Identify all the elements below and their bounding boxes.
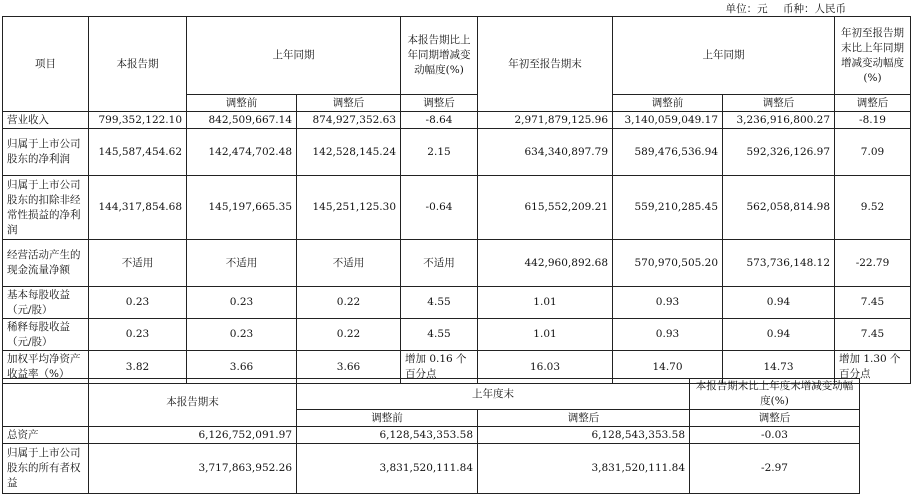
cell-after-adj-2: 562,058,814.98 — [723, 176, 835, 240]
table-row — [3, 129, 911, 176]
table-row — [3, 112, 911, 129]
cell-after-adj: 6,128,543,353.58 — [478, 427, 690, 444]
cell-after-adj: 3,831,520,111.84 — [478, 444, 690, 494]
header-current-period: 本报告期 — [89, 17, 187, 112]
row-label: 归属于上市公司股东的扣除非经常性损益的净利润 — [3, 176, 89, 240]
table-row — [3, 176, 911, 240]
cell-ytd: 1.01 — [478, 319, 613, 351]
cell-before-adj-2: 14.70 — [613, 351, 723, 384]
header-after-adjustment-2: 调整后 — [690, 410, 860, 427]
cell-before-adj-2: 559,210,285.45 — [613, 176, 723, 240]
cell-after-adj: 145,251,125.30 — [297, 176, 401, 240]
cell-period-end: 3,717,863,952.26 — [89, 444, 297, 494]
cell-yoy-change: 2.15 — [401, 129, 478, 176]
table-row — [3, 444, 860, 494]
header-prior-year-end: 上年度末 — [297, 379, 690, 410]
header-prior-year: 上年同期 — [187, 17, 401, 95]
cell-before-adj: 842,509,667.14 — [187, 112, 297, 129]
cell-current: 144,317,854.68 — [89, 176, 187, 240]
cell-current: 不适用 — [89, 240, 187, 287]
cell-ytd: 615,552,209.21 — [478, 176, 613, 240]
cell-yoy-change: 4.55 — [401, 287, 478, 319]
header-yoy-change: 本报告期比上年同期增减变动幅度(%) — [401, 17, 478, 95]
cell-before-adj: 3,831,520,111.84 — [297, 444, 478, 494]
cell-before-adj: 不适用 — [187, 240, 297, 287]
balance-sheet-table — [2, 378, 860, 494]
cell-yoy-change: 增加 0.16 个百分点 — [401, 351, 478, 384]
unit-label: 单位：元 — [725, 3, 768, 15]
key-financial-data-table — [2, 16, 911, 384]
cell-change: -0.03 — [690, 427, 860, 444]
cell-before-adj: 0.23 — [187, 319, 297, 351]
cell-yoy-change: -8.64 — [401, 112, 478, 129]
cell-period-end: 6,126,752,091.97 — [89, 427, 297, 444]
cell-before-adj-2: 3,140,059,049.17 — [613, 112, 723, 129]
header-item: 项目 — [3, 17, 89, 112]
cell-before-adj-2: 589,476,536.94 — [613, 129, 723, 176]
header-ytd: 年初至报告期末 — [478, 17, 613, 112]
cell-after-adj-2: 0.94 — [723, 319, 835, 351]
cell-ytd-change: 7.09 — [835, 129, 911, 176]
table-row — [3, 240, 911, 287]
cell-current: 0.23 — [89, 319, 187, 351]
header-before-adjustment: 调整前 — [297, 410, 478, 427]
currency-label: 币种：人民币 — [783, 3, 846, 15]
cell-yoy-change: -0.64 — [401, 176, 478, 240]
header-after-adjustment-2: 调整后 — [401, 95, 478, 112]
cell-after-adj: 0.22 — [297, 319, 401, 351]
cell-after-adj-2: 0.94 — [723, 287, 835, 319]
cell-yoy-change: 不适用 — [401, 240, 478, 287]
cell-after-adj-2: 3,236,916,800.27 — [723, 112, 835, 129]
cell-current: 799,352,122.10 — [89, 112, 187, 129]
cell-ytd: 2,971,879,125.96 — [478, 112, 613, 129]
cell-after-adj-2: 592,326,126.97 — [723, 129, 835, 176]
cell-after-adj: 不适用 — [297, 240, 401, 287]
cell-current: 145,587,454.62 — [89, 129, 187, 176]
cell-before-adj: 145,197,665.35 — [187, 176, 297, 240]
cell-ytd-change: -22.79 — [835, 240, 911, 287]
cell-before-adj: 142,474,702.48 — [187, 129, 297, 176]
header-period-end: 本报告期末 — [89, 379, 297, 427]
header-row-1 — [3, 379, 860, 410]
header-after-adjustment-3: 调整后 — [723, 95, 835, 112]
unit-line — [714, 2, 846, 16]
cell-after-adj: 3.66 — [297, 351, 401, 384]
cell-ytd: 442,960,892.68 — [478, 240, 613, 287]
header-before-adjustment: 调整前 — [187, 95, 297, 112]
row-label: 加权平均净资产收益率（%） — [3, 351, 89, 384]
header-after-adjustment: 调整后 — [297, 95, 401, 112]
cell-ytd-change: 7.45 — [835, 319, 911, 351]
row-label: 总资产 — [3, 427, 89, 444]
cell-ytd-change: 7.45 — [835, 287, 911, 319]
row-label: 基本每股收益（元/股） — [3, 287, 89, 319]
cell-after-adj-2: 14.73 — [723, 351, 835, 384]
header-row-1 — [3, 17, 911, 95]
cell-before-adj-2: 0.93 — [613, 319, 723, 351]
row-label: 归属于上市公司股东的净利润 — [3, 129, 89, 176]
cell-ytd: 634,340,897.79 — [478, 129, 613, 176]
header-after-adjustment: 调整后 — [478, 410, 690, 427]
cell-ytd-change: -8.19 — [835, 112, 911, 129]
cell-ytd: 16.03 — [478, 351, 613, 384]
row-label: 归属于上市公司股东的所有者权益 — [3, 444, 89, 494]
table-row — [3, 287, 911, 319]
cell-yoy-change: 4.55 — [401, 319, 478, 351]
cell-after-adj: 142,528,145.24 — [297, 129, 401, 176]
cell-before-adj-2: 570,970,505.20 — [613, 240, 723, 287]
header-ytd-change: 年初至报告期末比上年同期增减变动幅度(%) — [835, 17, 911, 95]
cell-before-adj: 6,128,543,353.58 — [297, 427, 478, 444]
header-before-adjustment-2: 调整前 — [613, 95, 723, 112]
cell-after-adj-2: 573,736,148.12 — [723, 240, 835, 287]
cell-ytd-change: 增加 1.30 个百分点 — [835, 351, 911, 384]
cell-after-adj: 0.22 — [297, 287, 401, 319]
cell-ytd: 1.01 — [478, 287, 613, 319]
cell-change: -2.97 — [690, 444, 860, 494]
header-change: 本报告期末比上年度末增减变动幅度(%) — [690, 379, 860, 410]
header-prior-year-2: 上年同期 — [613, 17, 835, 95]
cell-current: 0.23 — [89, 287, 187, 319]
cell-current: 3.82 — [89, 351, 187, 384]
row-label: 经营活动产生的现金流量净额 — [3, 240, 89, 287]
cell-before-adj: 0.23 — [187, 287, 297, 319]
cell-before-adj: 3.66 — [187, 351, 297, 384]
cell-before-adj-2: 0.93 — [613, 287, 723, 319]
cell-ytd-change: 9.52 — [835, 176, 911, 240]
header-blank — [3, 379, 89, 427]
header-after-adjustment-4: 调整后 — [835, 95, 911, 112]
row-label: 稀释每股收益（元/股） — [3, 319, 89, 351]
cell-after-adj: 874,927,352.63 — [297, 112, 401, 129]
row-label: 营业收入 — [3, 112, 89, 129]
table-row — [3, 319, 911, 351]
table-row — [3, 427, 860, 444]
